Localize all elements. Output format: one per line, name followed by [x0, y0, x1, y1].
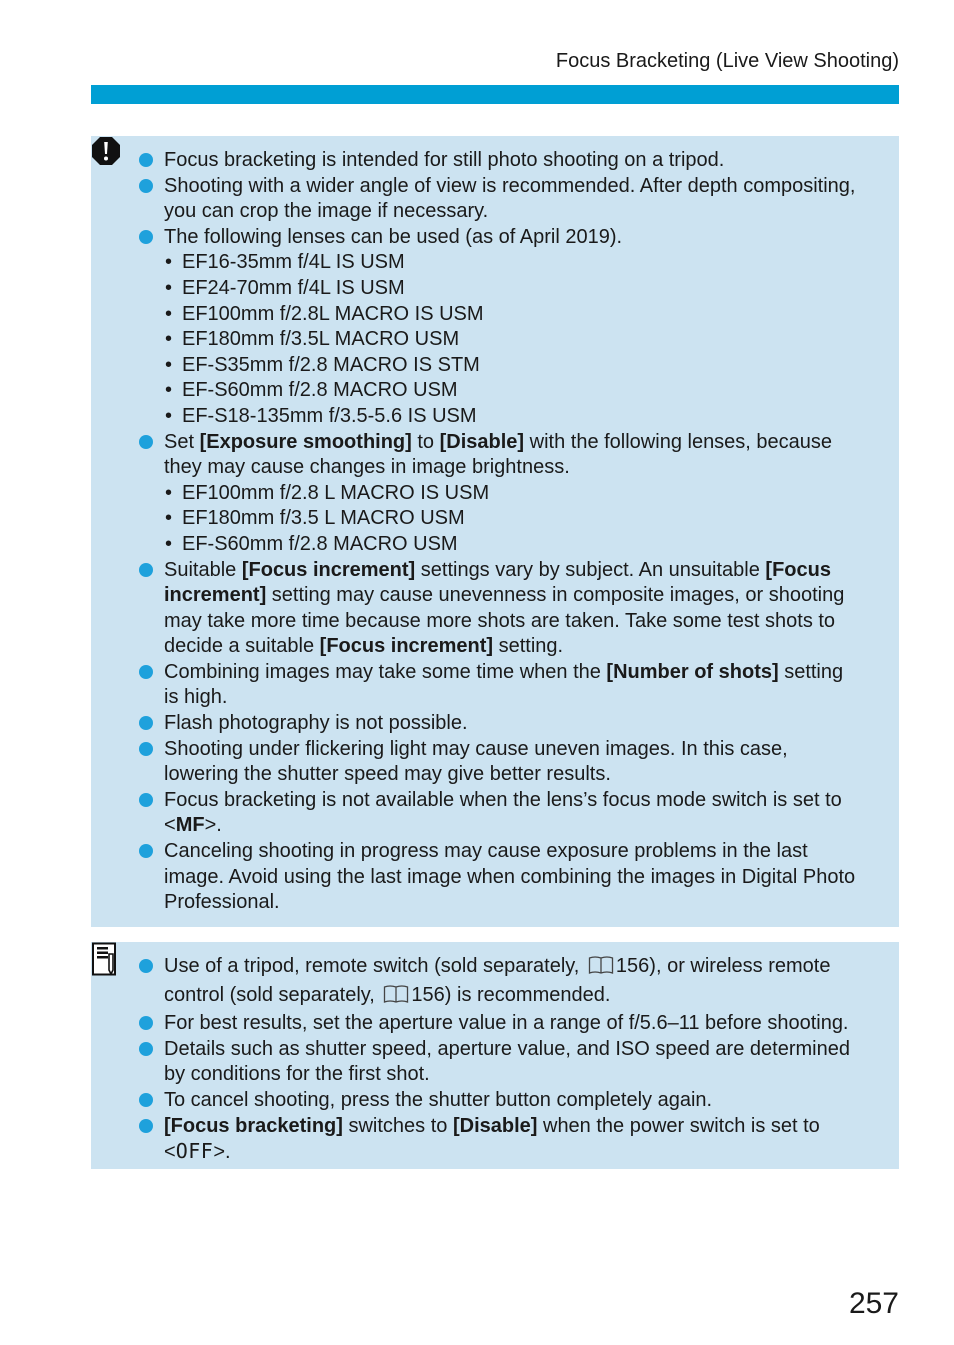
lens-item: • EF-S60mm f/2.8 MACRO USM	[164, 378, 885, 404]
memo-item: Details such as shutter speed, aperture value, and ISO speed are determined by conditions for the first shot.	[91, 1037, 885, 1088]
bullet-dot	[139, 793, 153, 807]
bullet-dot	[139, 230, 153, 244]
lens-item: • EF-S18-135mm f/3.5-5.6 IS USM	[164, 404, 885, 430]
off-label: OFF	[175, 1139, 214, 1164]
memo-item: To cancel shooting, press the shutter button completely again.	[91, 1088, 885, 1114]
caution-item: Canceling shooting in progress may cause exposure problems in the last image. Avoid using the last image when combining the images in Digital Photo Professional.	[91, 839, 885, 916]
header-title: Focus Bracketing (Live View Shooting)	[555, 50, 899, 72]
lens-item: • EF180mm f/3.5L MACRO USM	[164, 327, 885, 353]
lens-item: • EF-S35mm f/2.8 MACRO IS STM	[164, 353, 885, 379]
memo-list	[91, 954, 885, 1166]
memo-box	[91, 942, 899, 1169]
bullet-dot	[139, 742, 153, 756]
lens-item: • EF100mm f/2.8L MACRO IS USM	[164, 302, 885, 328]
lens-list	[164, 250, 885, 429]
caution-item: Flash photography is not possible.	[91, 711, 885, 737]
bullet-dot	[139, 1016, 153, 1030]
bullet-dot	[139, 716, 153, 730]
bullet-dot	[139, 1042, 153, 1056]
bullet-dot	[139, 435, 153, 449]
caution-item: Focus bracketing is intended for still photo shooting on a tripod.	[91, 148, 885, 174]
caution-list	[91, 148, 885, 916]
lens-item: • EF24-70mm f/4L IS USM	[164, 276, 885, 302]
lens-item: • EF16-35mm f/4L IS USM	[164, 250, 885, 276]
header-accent-bar	[91, 85, 899, 104]
bullet-dot	[139, 563, 153, 577]
bullet-dot	[139, 844, 153, 858]
memo-item: For best results, set the aperture value in a range of f/5.6–11 before shooting.	[91, 1011, 885, 1037]
memo-item: [Focus bracketing] switches to [Disable] when the power switch is set to <OFF>.	[91, 1114, 885, 1166]
book-icon	[588, 955, 614, 983]
caution-item: Shooting with a wider angle of view is recommended. After depth compositing, you can crop the image if necessary.	[91, 174, 885, 225]
caution-item: Shooting under flickering light may cause uneven images. In this case, lowering the shutter speed may give better results.	[91, 737, 885, 788]
bullet-dot	[139, 665, 153, 679]
memo-item: Use of a tripod, remote switch (sold separately, 156), or wireless remote control (sold separately, 156) is recommended.	[91, 954, 885, 1011]
bullet-dot	[139, 153, 153, 167]
caution-item: Suitable [Focus increment] settings vary by subject. An unsuitable [Focus increment] setting may cause unevenness in composite images, or shooting may take more time because more shots are taken. Take some test shots to decide a suitable [Focus increment] setting.	[91, 558, 885, 660]
bullet-dot	[139, 959, 153, 973]
caution-item: Combining images may take some time when the [Number of shots] setting is high.	[91, 660, 885, 711]
bullet-dot	[139, 1093, 153, 1107]
caution-item: Set [Exposure smoothing] to [Disable] with the following lenses, because they may cause changes in image brightness. • EF100mm f/2.8 L MACRO IS USM • EF180mm f/3.5 L MACRO USM • EF-S60mm f/2.8 MACRO USM	[91, 430, 885, 558]
caution-item: Focus bracketing is not available when the lens’s focus mode switch is set to <MF>.	[91, 788, 885, 839]
lens-item: • EF180mm f/3.5 L MACRO USM	[164, 506, 885, 532]
caution-box	[91, 136, 899, 927]
book-icon	[383, 984, 409, 1012]
lens-item: • EF-S60mm f/2.8 MACRO USM	[164, 532, 885, 558]
bullet-dot	[139, 179, 153, 193]
page-number: 257	[848, 1287, 899, 1320]
bullet-dot	[139, 1119, 153, 1133]
lens-item: • EF100mm f/2.8 L MACRO IS USM	[164, 481, 885, 507]
lens-list	[164, 481, 885, 558]
caution-item: The following lenses can be used (as of April 2019). • EF16-35mm f/4L IS USM • EF24-70mm f/4L IS USM • EF100mm f/2.8L MACRO IS USM • EF180mm f/3.5L MACRO USM • EF-S35mm f/2.8 MACRO IS STM • EF-S60mm f/2.8 MACRO USM • EF-S18-135mm f/3.5-5.6 IS USM	[91, 225, 885, 430]
